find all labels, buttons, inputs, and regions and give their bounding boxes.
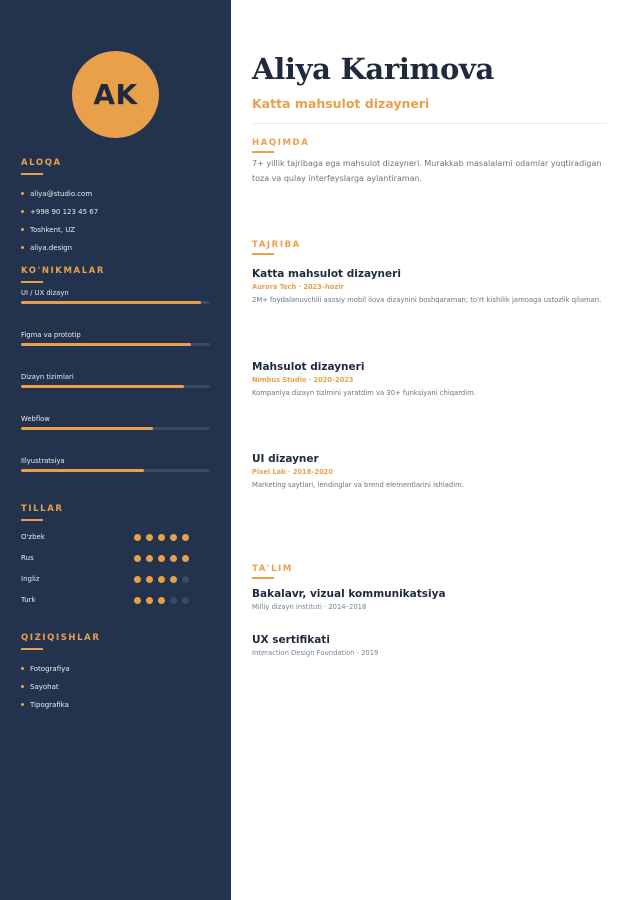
skill-name: Webflow [21, 414, 50, 423]
bullet-icon [21, 703, 24, 706]
level-dot-icon [158, 597, 165, 604]
heading-underline [252, 253, 274, 255]
heading-underline [252, 151, 274, 153]
bullet-icon [21, 210, 24, 213]
skills-heading: KO'NIKMALAR [21, 266, 106, 276]
skill-item [21, 330, 210, 346]
level-dot-icon [146, 555, 153, 562]
heading-underline [21, 281, 43, 283]
experience-item [252, 268, 615, 304]
interest-item: Sayohat [21, 678, 210, 696]
heading-underline [21, 519, 43, 521]
contact-location: Toshkent, UZ [21, 221, 210, 239]
level-dot-icon [134, 597, 141, 604]
level-dot-icon [134, 555, 141, 562]
experience-item [252, 361, 615, 397]
interests-heading: QIZIQISHLAR [21, 633, 101, 643]
skill-item [21, 372, 210, 388]
job-meta: Nimbus Studio · 2020–2023 [252, 376, 354, 384]
level-dot-icon [158, 555, 165, 562]
header-divider [252, 123, 607, 124]
language-level [134, 534, 189, 541]
level-dot-icon [170, 576, 177, 583]
job-description: Kompaniya dizayn tizimini yaratdim va 30+ funksiyani chiqardim. [252, 389, 476, 397]
language-name: O'zbek [21, 533, 45, 541]
job-meta: Pixel Lab · 2018–2020 [252, 468, 333, 476]
level-dot-icon [170, 555, 177, 562]
language-level [134, 576, 189, 583]
about-text: 7+ yillik tajribaga ega mahsulot dizayneri. Murakkab masalalarni odamlar yoqtiradigan toza va qulay interfeyslarga aylantiraman. [252, 159, 602, 183]
language-name: Rus [21, 554, 34, 562]
job-description: 2M+ foydalanuvchili asosiy mobil ilova dizaynini boshqaraman; to'rt kishilik jamoaga ustozlik qilaman. [252, 296, 602, 304]
level-dot-icon [146, 597, 153, 604]
skills-list [21, 288, 210, 472]
language-row [21, 527, 210, 548]
bullet-icon [21, 192, 24, 195]
skill-bar [21, 343, 210, 346]
skill-bar [21, 385, 210, 388]
level-dot-icon [182, 555, 189, 562]
skills-section [21, 266, 210, 472]
languages-section [21, 504, 210, 611]
job-description: Marketing saytlari, lendinglar va brend elementlarini ishladim. [252, 481, 464, 489]
level-dot-icon [134, 576, 141, 583]
education-meta: Milliy dizayn instituti · 2014–2018 [252, 603, 367, 611]
language-row [21, 569, 210, 590]
skill-item [21, 456, 210, 472]
education-title: Bakalavr, vizual kommunikatsiya [252, 588, 446, 600]
candidate-role: Katta mahsulot dizayneri [252, 96, 430, 111]
level-dot-icon [170, 597, 177, 604]
interest-item: Fotografiya [21, 660, 210, 678]
language-name: Ingliz [21, 575, 40, 583]
education-item [252, 588, 615, 611]
bullet-icon [21, 246, 24, 249]
experience-heading: TAJRIBA [252, 240, 301, 250]
interests-list [21, 660, 210, 714]
bullet-icon [21, 685, 24, 688]
level-dot-icon [182, 576, 189, 583]
contact-heading: ALOQA [21, 158, 62, 168]
avatar-initials: AK [93, 78, 138, 111]
skill-name: Dizayn tizimlari [21, 372, 74, 381]
skill-bar [21, 469, 210, 472]
sidebar [0, 0, 231, 900]
level-dot-icon [158, 576, 165, 583]
level-dot-icon [146, 576, 153, 583]
language-row [21, 548, 210, 569]
about-heading: HAQIMDA [252, 138, 310, 148]
level-dot-icon [170, 534, 177, 541]
interest-item: Tipografika [21, 696, 210, 714]
heading-underline [21, 173, 43, 175]
skill-name: Illyustratsiya [21, 456, 65, 465]
skill-bar-fill [21, 469, 144, 472]
language-level [134, 597, 189, 604]
education-heading: TA'LIM [252, 564, 293, 574]
skill-bar-fill [21, 385, 184, 388]
skill-bar-fill [21, 343, 191, 346]
skill-bar-fill [21, 301, 201, 304]
level-dot-icon [182, 597, 189, 604]
language-name: Turk [21, 596, 36, 604]
education-title: UX sertifikati [252, 634, 330, 646]
languages-heading: TILLAR [21, 504, 64, 514]
job-title: UI dizayner [252, 453, 319, 465]
skill-bar [21, 427, 210, 430]
contact-list [21, 185, 210, 257]
experience-item [252, 453, 615, 489]
skill-name: Figma va prototip [21, 330, 81, 339]
contact-website[interactable]: aliya.design [21, 239, 210, 257]
level-dot-icon [146, 534, 153, 541]
skill-bar-fill [21, 427, 153, 430]
heading-underline [252, 577, 274, 579]
job-meta: Aurora Tech · 2023–hozir [252, 283, 344, 291]
languages-list [21, 527, 210, 611]
skill-item [21, 288, 210, 304]
skill-item [21, 414, 210, 430]
skill-name: UI / UX dizayn [21, 288, 69, 297]
interests-section [21, 633, 210, 714]
avatar [72, 51, 159, 138]
education-meta: Interaction Design Foundation · 2019 [252, 649, 379, 657]
heading-underline [21, 648, 43, 650]
level-dot-icon [134, 534, 141, 541]
contact-phone[interactable]: +998 90 123 45 67 [21, 203, 210, 221]
contact-email[interactable]: aliya@studio.com [21, 185, 210, 203]
bullet-icon [21, 667, 24, 670]
skill-bar [21, 301, 210, 304]
contact-section [21, 158, 210, 257]
level-dot-icon [158, 534, 165, 541]
candidate-name: Aliya Karimova [252, 52, 495, 86]
level-dot-icon [182, 534, 189, 541]
job-title: Mahsulot dizayneri [252, 361, 365, 373]
education-item [252, 634, 615, 657]
language-row [21, 590, 210, 611]
bullet-icon [21, 228, 24, 231]
job-title: Katta mahsulot dizayneri [252, 268, 401, 280]
language-level [134, 555, 189, 562]
